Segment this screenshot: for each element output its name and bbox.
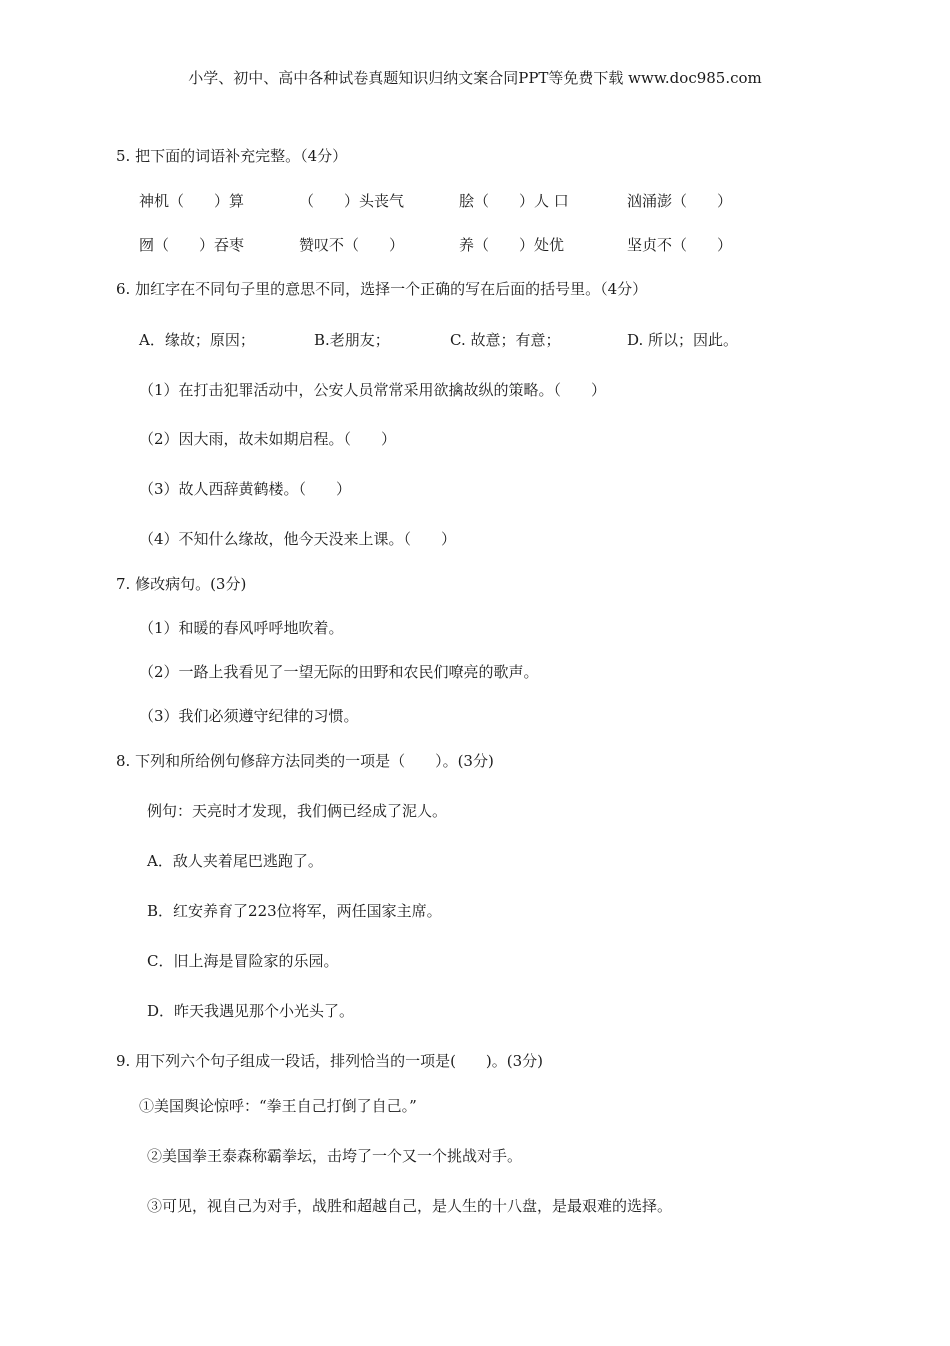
q9-item-3: ③可见，视自己为对手，战胜和超越自己，是人生的十八盘，是最艰难的选择。 — [147, 1197, 673, 1215]
q7-title: 7. 修改病句。(3分) — [116, 575, 247, 593]
q6-option-d: D. 所以；因此。 — [627, 331, 739, 349]
q5-row2-item-2: 赞叹不（ ） — [299, 236, 405, 254]
q6-item-4: （4）不知什么缘故，他今天没来上课。（ ） — [139, 530, 457, 548]
q7-item-3: （3）我们必须遵守纪律的习惯。 — [139, 707, 359, 725]
q6-item-1: （1）在打击犯罪活动中，公安人员常常采用欲擒故纵的策略。（ ） — [139, 381, 607, 399]
q7-item-2: （2）一路上我看见了一望无际的田野和农民们嘹亮的歌声。 — [139, 663, 539, 681]
page-header: 小学、初中、高中各种试卷真题知识归纳文案合同PPT等免费下载 www.doc985.com — [188, 69, 762, 87]
q6-option-c: C. 故意；有意； — [450, 331, 561, 349]
q8-title: 8. 下列和所给例句修辞方法同类的一项是（ ）。(3分) — [116, 752, 494, 770]
q8-option-b: B．红安养育了223位将军，两任国家主席。 — [147, 902, 442, 920]
q5-title: 5. 把下面的词语补充完整。（4分） — [116, 147, 348, 165]
q7-item-1: （1）和暖的春风呼呼地吹着。 — [139, 619, 344, 637]
q5-row1-item-2: （ ）头丧气 — [299, 192, 405, 210]
q6-title: 6. 加红字在不同句子里的意思不同，选择一个正确的写在后面的括号里。（4分） — [116, 280, 648, 298]
q8-example: 例句：天亮时才发现，我们俩已经成了泥人。 — [147, 802, 448, 820]
q5-row2-item-3: 养（ ）处优 — [459, 236, 565, 254]
q5-row1-item-4: 汹涌澎（ ） — [627, 192, 733, 210]
q6-item-3: （3）故人西辞黄鹤楼。（ ） — [139, 480, 352, 498]
q5-row1-item-3: 脍（ ）人 口 — [459, 192, 569, 210]
q8-option-d: D．昨天我遇见那个小光头了。 — [147, 1002, 355, 1020]
q6-option-a: A．缘故；原因； — [139, 331, 255, 349]
q9-item-1: ①美国舆论惊呼：“拳王自己打倒了自己。” — [139, 1097, 417, 1115]
q5-row1-item-1: 神机（ ）算 — [139, 192, 245, 210]
q5-row2-item-4: 坚贞不（ ） — [627, 236, 733, 254]
q8-option-a: A．敌人夹着尾巴逃跑了。 — [147, 852, 323, 870]
q8-option-c: C．旧上海是冒险家的乐园。 — [147, 952, 339, 970]
q6-item-2: （2）因大雨，故未如期启程。（ ） — [139, 430, 397, 448]
q6-option-b: B.老朋友； — [314, 331, 390, 349]
q9-title: 9. 用下列六个句子组成一段话，排列恰当的一项是( )。(3分) — [116, 1052, 544, 1070]
q5-row2-item-1: 囫（ ）吞枣 — [139, 236, 245, 254]
q9-item-2: ②美国拳王泰森称霸拳坛，击垮了一个又一个挑战对手。 — [147, 1147, 523, 1165]
